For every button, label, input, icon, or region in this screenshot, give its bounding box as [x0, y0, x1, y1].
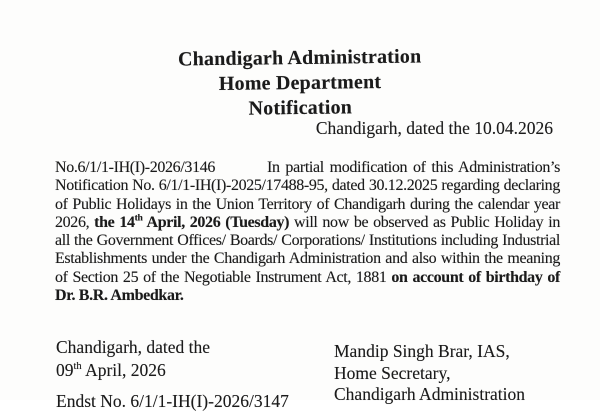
signatory-block [334, 341, 525, 406]
header-department: Home Department [218, 71, 382, 95]
body-text-1: In partial modification of this Administration’s Notification No. 6/1/1-IH(I)-2025/17488-95, dated 30.12.2025 regarding declaring of Public Holidays in the Union Territory of Chandigarh during the calendar year 2026, [55, 159, 560, 231]
account-of-bold: on account of birthday of Dr. B.R. Ambedkar. [55, 268, 560, 305]
signatory-org: Chandigarh Administration [334, 384, 526, 404]
holiday-date-bold [94, 214, 289, 231]
signoff-date-ordinal: th [73, 360, 82, 372]
header-doc-type: Notification [248, 96, 353, 120]
signoff-place-date-block [56, 336, 210, 381]
reference-number: No.6/1/1-IH(I)-2026/3146 [55, 159, 216, 176]
header-organisation: Chandigarh Administration [177, 45, 422, 71]
holiday-date-ordinal: th [134, 212, 143, 224]
endorsement-number-clipped: Endst No. 6/1/1-IH(I)-2026/3147 [56, 391, 289, 411]
signatory-name: Mandip Singh Brar, IAS, [334, 341, 510, 361]
notification-body-paragraph [55, 159, 560, 305]
signoff-date-rest: April, 2026 [81, 359, 166, 380]
signoff-date-day: 09 [56, 359, 74, 380]
signoff-place-line: Chandigarh, dated the [56, 337, 211, 357]
holiday-date-part-b: April, 2026 (Tuesday) [142, 213, 290, 231]
signatory-title: Home Secretary, [334, 362, 451, 383]
body-text-2: will now be observed as Public Holiday in all the Government Offices/ Boards/ Corporations/ Institutions including Industrial Establishments under the Chandigarh Administration and also within the meaning of Section 25 of the Negotiable Instrument Act, 1881 [55, 213, 560, 286]
document-header [0, 42, 600, 124]
place-date-line: Chandigarh, dated the 10.04.2026 [315, 118, 553, 138]
signoff-date-line [56, 359, 210, 382]
holiday-date-part-a: the 14 [94, 213, 135, 231]
